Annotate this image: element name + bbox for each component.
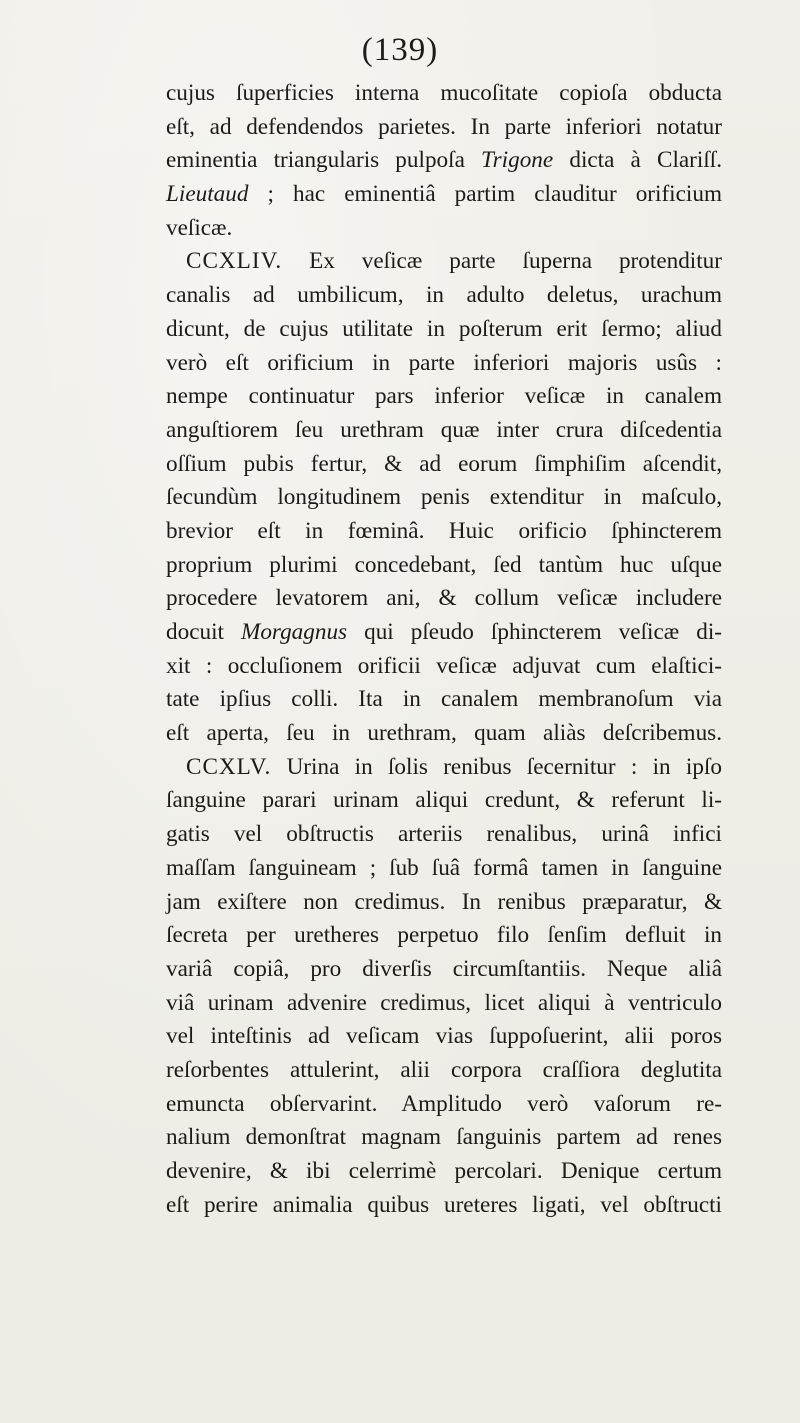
text-line: viâ urinam advenire credimus, licet aliqui à ventriculo [166,989,722,1016]
text-line: proprium plurimi concedebant, ſed tantùm huc uſque [166,551,722,578]
text-line: eſt perire animalia quibus ureteres ligati, vel obſtructi [166,1191,722,1218]
section-number-ccxlv: CCXLV. [186,753,272,780]
text-line: maſſam ſanguineam ; ſub ſuâ formâ tamen in ſanguine [166,854,722,881]
text-line: variâ copiâ, pro diverſis circumſtantiis. Neque aliâ [166,955,722,982]
text-line: reſorbentes attulerint, alii corpora craſſiora deglutita [166,1056,722,1083]
body-text [166,77,722,1222]
text-line: canalis ad umbilicum, in adulto deletus, urachum [166,282,722,309]
text-line: emuncta obſervarint. Amplitudo verò vaſorum re- [166,1090,722,1117]
text-segment: Urina in ſolis renibus ſecernitur : in ipſo [286,753,723,780]
text-line: xit : occluſionem orificii veſicæ adjuvat cum elaſtici- [166,652,722,679]
text-line: devenire, & ibi celerrimè percolari. Denique certum [166,1158,722,1184]
section-heading-line [166,245,722,279]
text-line: brevior eſt in fœminâ. Huic orificio ſphincterem [166,517,722,544]
text-line: nempe continuatur pars inferior veſicæ in canalem [166,383,722,410]
text-line: veſicæ. [166,214,233,241]
text-line: cujus ſuperficies interna mucoſitate copioſa obducta [166,80,722,106]
text-segment: qui pſeudo ſphincterem veſicæ di- [364,619,722,645]
text-line: vel inteſtinis ad veſicam vias ſuppoſuerint, alii poros [166,1023,722,1050]
text-segment: ; hac eminentiâ partim clauditur orificium [267,181,722,208]
text-line: jam exiſtere non credimus. In renibus præparatur, & [166,888,722,915]
italic-term-trigone: Trigone [481,147,554,174]
text-line: procedere levatorem ani, & collum veſicæ includere [166,585,722,612]
text-line: eſt aperta, ſeu in urethram, quam aliàs deſcribemus. [166,720,722,747]
text-segment: docuit [166,619,224,645]
text-line [166,616,722,650]
section-heading-line [166,751,722,785]
text-line: ſecreta per uretheres perpetuo filo ſenſim defluit in [166,922,722,949]
text-line: eſt, ad defendendos parietes. In parte inferiori notatur [166,113,722,140]
text-line: dicunt, de cujus utilitate in poſterum erit ſermo; aliud [166,315,722,342]
text-line: tate ipſius colli. Ita in canalem membranoſum via [166,686,722,713]
text-line [166,178,722,212]
italic-name-morgagnus: Morgagnus [241,619,348,645]
text-segment: dicta à Clariſſ. [569,147,723,174]
text-line [166,144,722,178]
text-line: ſanguine parari urinam aliqui credunt, & referunt li- [166,787,722,814]
text-line: gatis vel obſtructis arteriis renalibus, urinâ infici [166,821,722,848]
text-segment: eminentia triangularis pulpoſa [166,147,465,174]
text-segment: Ex veſicæ parte ſuperna protenditur [309,248,722,275]
page-number: (139) [361,32,439,68]
text-line: ſecundùm longitudinem penis extenditur in maſculo, [166,484,722,511]
section-number-ccxliv: CCXLIV. [186,248,283,275]
italic-name-lieutaud: Lieutaud [166,181,249,208]
text-line: verò eſt orificium in parte inferiori majoris usûs : [166,349,722,376]
text-line: anguſtiorem ſeu urethram quæ inter crura diſcedentia [166,416,722,443]
text-line: oſſium pubis fertur, & ad eorum ſimphiſim aſcendit, [166,450,722,477]
text-line: nalium demonſtrat magnam ſanguinis partem ad renes [166,1124,722,1151]
